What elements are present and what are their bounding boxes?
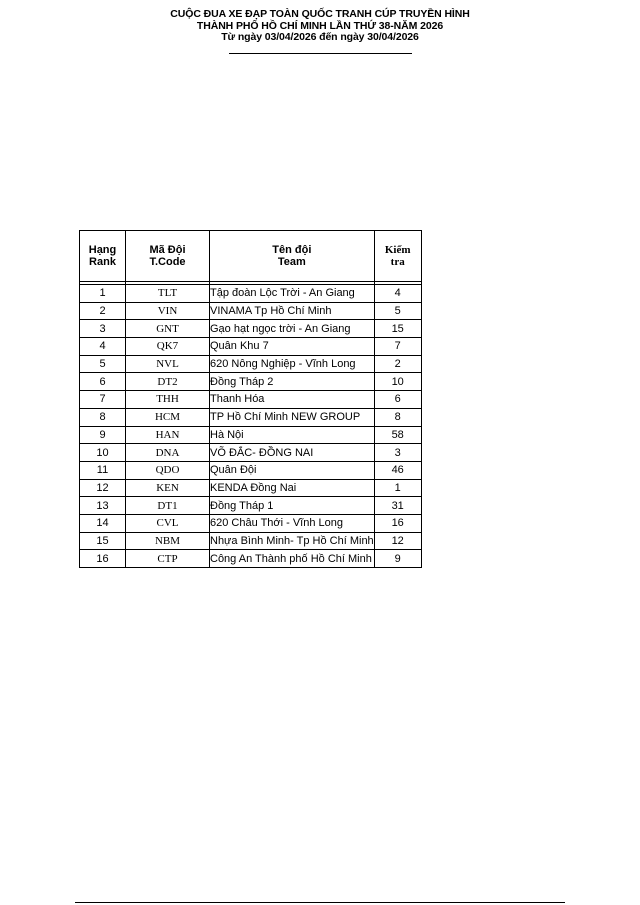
check-cell: 16 bbox=[374, 514, 421, 532]
table-row bbox=[80, 373, 422, 391]
team-code-cell: DNA bbox=[126, 444, 210, 462]
rank-cell: 16 bbox=[80, 550, 126, 568]
rank-cell: 2 bbox=[80, 302, 126, 320]
rank-cell: 9 bbox=[80, 426, 126, 444]
team-name-cell: KENDA Đồng Nai bbox=[210, 479, 375, 497]
team-code-cell: TLT bbox=[126, 285, 210, 303]
team-code-cell: HAN bbox=[126, 426, 210, 444]
team-code-cell: QK7 bbox=[126, 338, 210, 356]
document-header bbox=[0, 9, 640, 44]
rank-cell: 12 bbox=[80, 479, 126, 497]
table-row bbox=[80, 408, 422, 426]
check-cell: 3 bbox=[374, 444, 421, 462]
check-cell: 58 bbox=[374, 426, 421, 444]
rank-cell: 13 bbox=[80, 497, 126, 515]
team-name-cell: VÕ ĐẮC- ĐỒNG NAI bbox=[210, 444, 375, 462]
team-code-cell: NBM bbox=[126, 532, 210, 550]
team-name-cell: Thanh Hóa bbox=[210, 391, 375, 409]
table-row bbox=[80, 355, 422, 373]
header-team-code bbox=[126, 231, 210, 282]
table-row bbox=[80, 497, 422, 515]
rank-cell: 11 bbox=[80, 461, 126, 479]
check-cell: 9 bbox=[374, 550, 421, 568]
check-cell: 2 bbox=[374, 355, 421, 373]
header-title-line-2: THÀNH PHỐ HỒ CHÍ MINH LẦN THỨ 38-NĂM 2026 bbox=[196, 19, 444, 32]
team-name-cell: TP Hồ Chí Minh NEW GROUP bbox=[210, 408, 375, 426]
team-name-cell: Quân Khu 7 bbox=[210, 338, 375, 356]
team-name-cell: Nhựa Bình Minh- Tp Hồ Chí Minh bbox=[210, 532, 375, 550]
table-row bbox=[80, 320, 422, 338]
team-name-cell: Gạo hạt ngọc trời - An Giang bbox=[210, 320, 375, 338]
team-code-cell: DT2 bbox=[126, 373, 210, 391]
table-row bbox=[80, 302, 422, 320]
team-ranking-table bbox=[79, 230, 422, 568]
team-code-cell: CVL bbox=[126, 514, 210, 532]
table-row bbox=[80, 338, 422, 356]
header-date-range: Từ ngày 03/04/2026 đến ngày 30/04/2026 bbox=[221, 31, 419, 43]
team-code-cell: DT1 bbox=[126, 497, 210, 515]
check-cell: 6 bbox=[374, 391, 421, 409]
team-name-cell: 620 Châu Thới - Vĩnh Long bbox=[210, 514, 375, 532]
header-rank-vi: Hạng bbox=[88, 244, 117, 256]
team-name-cell: 620 Nông Nghiệp - Vĩnh Long bbox=[210, 355, 375, 373]
header-title-line-1: CUỘC ĐUA XE ĐẠP TOÀN QUỐC TRANH CÚP TRUYỀN HÌNH bbox=[170, 8, 470, 20]
check-cell: 10 bbox=[374, 373, 421, 391]
rank-cell: 1 bbox=[80, 285, 126, 303]
header-check-line-2: tra bbox=[390, 256, 405, 268]
check-cell: 1 bbox=[374, 479, 421, 497]
team-code-cell: HCM bbox=[126, 408, 210, 426]
table-row bbox=[80, 550, 422, 568]
rank-cell: 14 bbox=[80, 514, 126, 532]
team-code-cell: KEN bbox=[126, 479, 210, 497]
team-code-cell: CTP bbox=[126, 550, 210, 568]
table-row bbox=[80, 461, 422, 479]
header-code-en: T.Code bbox=[149, 256, 186, 268]
rank-cell: 10 bbox=[80, 444, 126, 462]
team-code-cell: GNT bbox=[126, 320, 210, 338]
rank-cell: 5 bbox=[80, 355, 126, 373]
header-team-vi: Tên đội bbox=[272, 244, 312, 256]
table-row bbox=[80, 285, 422, 303]
team-code-cell: NVL bbox=[126, 355, 210, 373]
team-code-cell: VIN bbox=[126, 302, 210, 320]
table-body bbox=[80, 285, 422, 568]
header-check-line-1: Kiểm bbox=[384, 244, 411, 256]
check-cell: 12 bbox=[374, 532, 421, 550]
footer-rule bbox=[75, 902, 565, 903]
table-row bbox=[80, 479, 422, 497]
header-code-vi: Mã Đội bbox=[149, 244, 186, 256]
table-row bbox=[80, 426, 422, 444]
team-name-cell: Quân Đội bbox=[210, 461, 375, 479]
team-name-cell: Đồng Tháp 1 bbox=[210, 497, 375, 515]
team-name-cell: Công An Thành phố Hồ Chí Minh bbox=[210, 550, 375, 568]
table-row bbox=[80, 444, 422, 462]
table-row bbox=[80, 391, 422, 409]
rank-cell: 6 bbox=[80, 373, 126, 391]
check-cell: 31 bbox=[374, 497, 421, 515]
table-row bbox=[80, 514, 422, 532]
rank-cell: 7 bbox=[80, 391, 126, 409]
team-name-cell: Đồng Tháp 2 bbox=[210, 373, 375, 391]
table-header-row bbox=[80, 231, 422, 282]
team-name-cell: Hà Nội bbox=[210, 426, 375, 444]
header-rank bbox=[80, 231, 126, 282]
team-code-cell: QDO bbox=[126, 461, 210, 479]
table-row bbox=[80, 532, 422, 550]
check-cell: 4 bbox=[374, 285, 421, 303]
check-cell: 8 bbox=[374, 408, 421, 426]
check-cell: 15 bbox=[374, 320, 421, 338]
header-check bbox=[374, 231, 421, 282]
check-cell: 46 bbox=[374, 461, 421, 479]
header-rank-en: Rank bbox=[89, 256, 116, 268]
team-code-cell: THH bbox=[126, 391, 210, 409]
header-team-name bbox=[210, 231, 375, 282]
team-name-cell: VINAMA Tp Hồ Chí Minh bbox=[210, 302, 375, 320]
rank-cell: 3 bbox=[80, 320, 126, 338]
rank-cell: 4 bbox=[80, 338, 126, 356]
rank-cell: 15 bbox=[80, 532, 126, 550]
header-team-en: Team bbox=[277, 256, 306, 268]
header-underline bbox=[229, 53, 412, 54]
team-name-cell: Tập đoàn Lộc Trời - An Giang bbox=[210, 285, 375, 303]
check-cell: 7 bbox=[374, 338, 421, 356]
check-cell: 5 bbox=[374, 302, 421, 320]
rank-cell: 8 bbox=[80, 408, 126, 426]
